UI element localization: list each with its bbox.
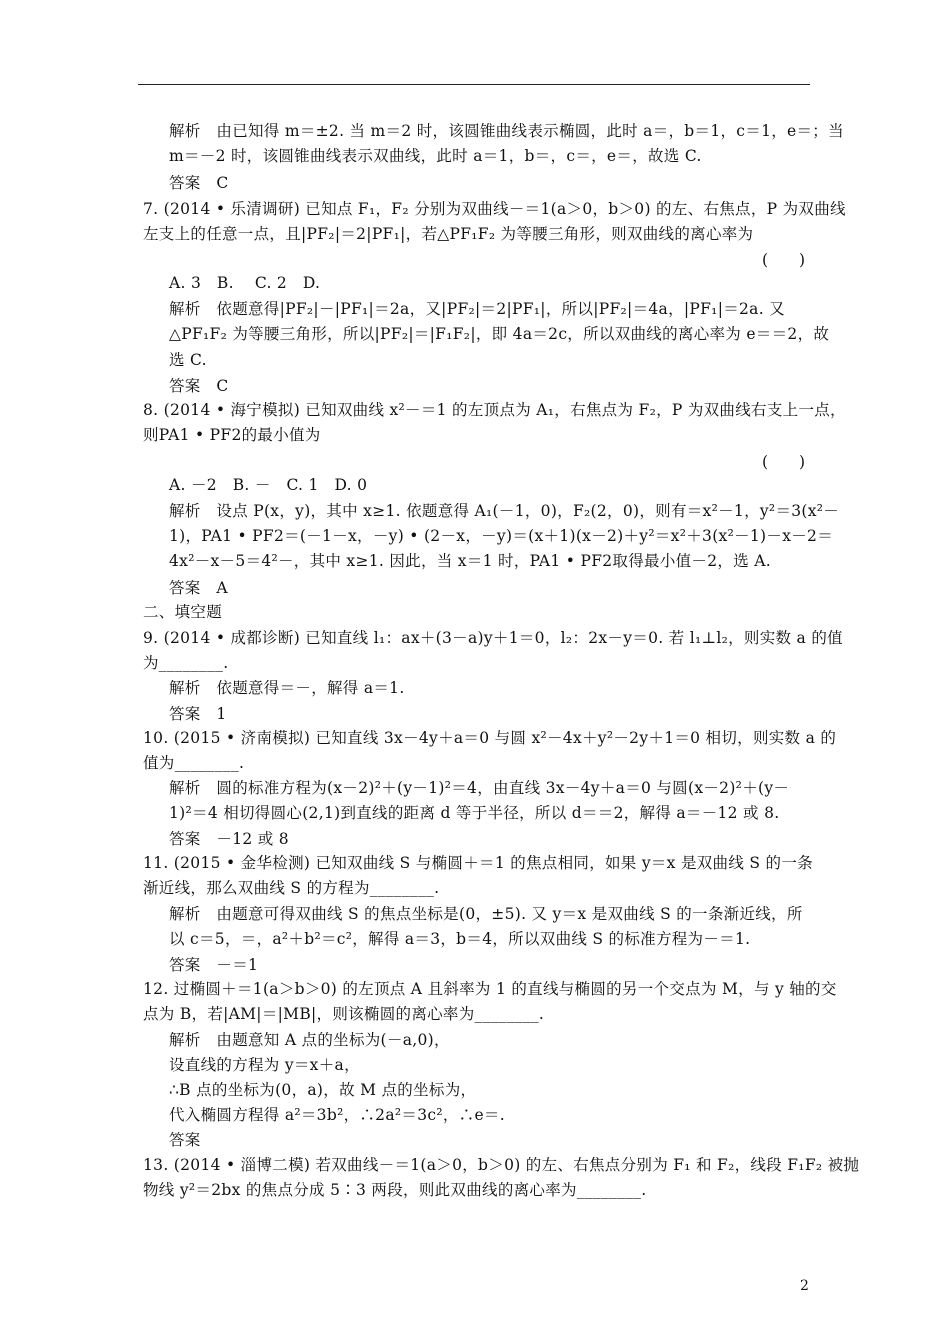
- page-number: 2: [800, 1278, 809, 1294]
- solution-line: 解析 由题意知 A 点的坐标为(－a,0)，: [169, 1031, 450, 1049]
- solution-line: 答案 －＝1: [169, 956, 259, 974]
- question-line: 则PA1 • PF2的最小值为: [143, 426, 321, 444]
- solution-line: 1)²＝4 相切得圆心(2,1)到直线的距离 d 等于半径，所以 d＝＝2，解得 a＝－12 或 8.: [169, 804, 780, 822]
- solution-line: 答案 C: [169, 377, 229, 395]
- question-line: 左支上的任意一点，且|PF₂|＝2|PF₁|，若△PF₁F₂ 为等腰三角形，则双曲线的离心率为: [143, 225, 754, 243]
- question-line: 值为________.: [143, 754, 245, 772]
- question-line: 13. (2014 • 淄博二模) 若双曲线－＝1(a＞0，b＞0) 的左、右焦点分别为 F₁ 和 F₂，线段 F₁F₂ 被抛: [143, 1156, 860, 1174]
- solution-line: 答案 A: [169, 579, 228, 597]
- solution-line: △PF₁F₂ 为等腰三角形，所以|PF₂|＝|F₁F₂|，即 4a＝2c，所以双曲线的离心率为 e＝＝2，故: [169, 325, 830, 343]
- solution-line: 答案 1: [169, 705, 227, 723]
- question-line: 7. (2014 • 乐清调研) 已知点 F₁，F₂ 分别为双曲线－＝1(a＞0，b＞0) 的左、右焦点，P 为双曲线: [143, 200, 846, 218]
- question-line: 12. 过椭圆＋＝1(a＞b＞0) 的左顶点 A 且斜率为 1 的直线与椭圆的另一个交点为 M，与 y 轴的交: [143, 980, 837, 998]
- question-line: 8. (2014 • 海宁模拟) 已知双曲线 x²－＝1 的左顶点为 A₁，右焦点为 F₂，P 为双曲线右支上一点，: [143, 401, 846, 419]
- question-line: 9. (2014 • 成都诊断) 已知直线 l₁：ax＋(3－a)y＋1＝0，l₂：2x－y＝0. 若 l₁⊥l₂，则实数 a 的值: [143, 629, 843, 647]
- solution-line: 解析 由题意可得双曲线 S 的焦点坐标是(0，±5). 又 y＝x 是双曲线 S 的一条渐近线，所: [169, 905, 803, 923]
- header-rule: [138, 84, 810, 85]
- solution-line: 解析 由已知得 m＝±2. 当 m＝2 时，该圆锥曲线表示椭圆，此时 a＝，b＝1，c＝1，e＝；当: [169, 122, 844, 140]
- solution-line: 答案 －12 或 8: [169, 830, 289, 848]
- question-line: 物线 y²＝2bx 的焦点分成 5∶3 两段，则此双曲线的离心率为________.: [143, 1181, 647, 1199]
- solution-line: A. －2 B. － C. 1 D. 0: [169, 476, 368, 494]
- solution-line: 解析 圆的标准方程为(x－2)²＋(y－1)²＝4，由直线 3x－4y＋a＝0 与圆(x－2)²＋(y－: [169, 779, 790, 797]
- solution-line: 解析 设点 P(x，y)，其中 x≥1. 依题意得 A₁(－1，0)，F₂(2，0)，则有＝x²－1，y²＝3(x²－: [169, 502, 840, 520]
- solution-line: 答案 C: [169, 174, 229, 192]
- question-line: 点为 B，若|AM|＝|MB|，则该椭圆的离心率为________.: [143, 1005, 545, 1023]
- solution-line: 解析 依题意得|PF₂|－|PF₁|＝2a，又|PF₂|＝2|PF₁|，所以|PF₂|＝4a，|PF₁|＝2a. 又: [169, 300, 785, 318]
- answer-bracket: ( ): [762, 251, 806, 269]
- solution-line: ∴B 点的坐标为(0，a)，故 M 点的坐标为，: [169, 1081, 477, 1099]
- solution-line: 1)，PA1 • PF2＝(－1－x，－y) • (2－x，－y)＝(x＋1)(x－2)＋y²＝x²＋3(x²－1)－x－2＝: [169, 527, 834, 545]
- solution-line: 以 c＝5，＝，a²＋b²＝c²，解得 a＝3，b＝4，所以双曲线 S 的标准方程为－＝1.: [169, 930, 751, 948]
- question-line: 二、填空题: [143, 603, 223, 621]
- solution-line: m＝－2 时，该圆锥曲线表示双曲线，此时 a＝1，b＝，c＝，e＝，故选 C.: [169, 147, 702, 165]
- solution-line: A. 3 B. C. 2 D.: [169, 274, 321, 292]
- solution-line: 答案: [169, 1131, 201, 1149]
- question-line: 10. (2015 • 济南模拟) 已知直线 3x－4y＋a＝0 与圆 x²－4x＋y²－2y＋1＝0 相切，则实数 a 的: [143, 729, 837, 747]
- answer-bracket: ( ): [762, 453, 806, 471]
- solution-line: 解析 依题意得＝－，解得 a＝1.: [169, 679, 405, 697]
- question-line: 渐近线，那么双曲线 S 的方程为________.: [143, 879, 440, 897]
- solution-line: 选 C.: [169, 351, 207, 369]
- solution-line: 设直线的方程为 y＝x＋a，: [169, 1056, 360, 1074]
- question-line: 为________.: [143, 654, 229, 672]
- question-line: 11. (2015 • 金华检测) 已知双曲线 S 与椭圆＋＝1 的焦点相同，如果 y＝x 是双曲线 S 的一条: [143, 854, 813, 872]
- solution-line: 代入椭圆方程得 a²＝3b²，∴2a²＝3c²，∴e＝.: [169, 1106, 505, 1124]
- solution-line: 4x²－x－5＝4²－，其中 x≥1. 因此，当 x＝1 时，PA1 • PF2取得最小值－2，选 A.: [169, 552, 771, 570]
